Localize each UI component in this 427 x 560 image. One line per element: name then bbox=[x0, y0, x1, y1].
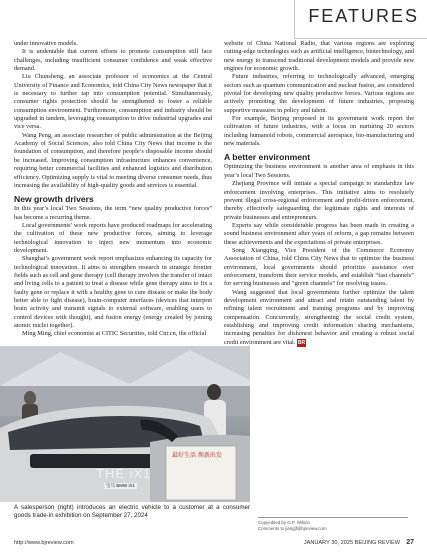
paragraph-text: Wang suggested that local governments further optimize the talent development environment and attract and retain outstanding talent by refining talent recruitment and training programs and by improving compensation. Concurrently, strengthening the social credit system, establishing and improving credit information sharing mechanisms, increasing penalties for dishonest behavior and creating a robust social credit environment are vital. bbox=[224, 288, 414, 346]
paragraph: Song Xiangqing, Vice President of the Commerce Economy Association of China, told China City News that to optimize the business environment, local governments should prioritize assistance over enforcement, transform their service models, and establish “fast channels” for serving businesses and “green channels” for resolving issues. bbox=[224, 246, 414, 288]
editor-credits bbox=[258, 517, 408, 532]
footer-url-link[interactable]: http://www.bjreview.com bbox=[14, 540, 74, 546]
right-column bbox=[224, 40, 414, 347]
paragraph: Experts say while considerable progress has been made in creating a sound business environment after years of reform, a gap remains between these achievements and the expectations of private enterprises. bbox=[224, 221, 414, 246]
paragraph: Zhejiang Province will initiate a special campaign to standardize law enforcement involving enterprises. This initiative aims to resolutely prevent illegal cross-regional enforcement and profit-driven enforcement, thereby effectively safeguarding the legitimate rights and interests of private businesses and entrepreneurs. bbox=[224, 180, 414, 221]
car-badge: THE iX1 bbox=[96, 466, 152, 481]
license-plate: 宝马 BMW iX1 bbox=[106, 483, 136, 488]
page-footer bbox=[14, 540, 414, 550]
paragraph: For example, Beijing proposed in its government work report the cultivation of future industries, with a focus on nurturing 20 sectors including humanoid robots, commercial aerospace, bio-manufacturing and new materials. bbox=[224, 115, 414, 148]
paragraph: website of China National Radio, that various regions are exploring cutting-edge technologies such as artificial intelligence, biotechnology, and new energy to transcend traditional development models and provide new engines for economic growth. bbox=[224, 40, 414, 73]
comments-line: Comments to jiangjf@bjreview.com bbox=[258, 526, 327, 531]
paragraph: Optimizing the business environment is another area of emphasis in this year’s local Two Sessions. bbox=[224, 163, 414, 179]
paragraph: under innovative models. bbox=[14, 40, 78, 47]
paragraph: It is undeniable that current efforts to promote consumption still face challenges, including insufficient consumer confidence and weak effective demand. bbox=[14, 48, 212, 73]
paragraph: Liu Chunsheng, an associate professor of economics at the Central University of Finance and Economics, told China City News newspaper that it is necessary to further tap into consumption potential. Simultaneously, consumer rights protection should be strengthened to foster a reliable consumption environment. Furthermore, consumption and industry should be upgraded in tandem, leveraging consumption to drive industrial upgrades and vice versa. bbox=[14, 73, 212, 131]
left-column bbox=[14, 40, 212, 339]
paragraph: Shanghai’s government work report emphasizes enhancing its capacity for technological innovation. It aims to strengthen research in strategic frontier fields such as cell and gene therapy (cell therapy involves the transfer of intact and living cells to a patient to treat a disease while gene therapy aims to fix a faulty gene or replace it with a healthy gene to cure disease or make the body better able to fight disease), brain-computer interfaces (devices that interpret brain activity and transmit signals to external software, enabling users to control devices with thought), and fusion energy (energy created by joining atomic nuclei together). bbox=[14, 255, 212, 329]
photo-caption: A salesperson (right) introduces an electric vehicle to a customer at a consumer goods trade-in exhibition on September 27, 2024 bbox=[14, 504, 250, 519]
footer-issue: JANUARY 30, 2025 BEIJING REVIEW bbox=[303, 540, 400, 546]
paragraph: Future industries, referring to technologically advanced, emerging sectors such as quantum communication and nuclear fusion, are considered pivotal for developing new quality productive forces. Various regions are actively promoting the development of future industries, proposing supportive measures in policy and talent. bbox=[224, 73, 414, 114]
paragraph: In this year’s local Two Sessions, the term “new quality productive forces” has become a recurring theme. bbox=[14, 205, 212, 221]
section-heading: A better environment bbox=[224, 152, 311, 163]
section-label: FEATURES bbox=[308, 6, 419, 26]
paragraph: Wang Peng, an associate researcher of public administration at the Beijing Academy of Social Sciences, also told China City News that income is the foundation of consumption, and therefore people’s disposable income should be increased. Improving consumption infrastructure enhances convenience, requiring better commercial facilities and enhanced logistics and distribution efficiency. Optimizing supply is vital to meeting diverse consumer needs, thus increasing the availability of high-quality goods and services is essential. bbox=[14, 131, 212, 189]
paragraph: Ming Ming, chief economist at CITIC Securities, told Cnr.cn, the official bbox=[22, 330, 207, 338]
section-tag bbox=[294, 0, 427, 39]
paragraph bbox=[224, 289, 414, 347]
page-number: 27 bbox=[406, 539, 414, 546]
copyedit-line: Copyedited by G.P. Wilson bbox=[258, 520, 310, 525]
section-heading: New growth drivers bbox=[14, 194, 94, 205]
end-mark-logo: BR bbox=[297, 339, 306, 346]
promo-sign-text: 最好生活 焕新出发 bbox=[172, 452, 222, 459]
paragraph: Local governments’ work reports have produced roadmaps for accelerating the cultivation of these new productive forces, aiming to leverage technological innovation to inject new momentum into economic development. bbox=[14, 221, 212, 254]
news-photo bbox=[0, 346, 250, 502]
